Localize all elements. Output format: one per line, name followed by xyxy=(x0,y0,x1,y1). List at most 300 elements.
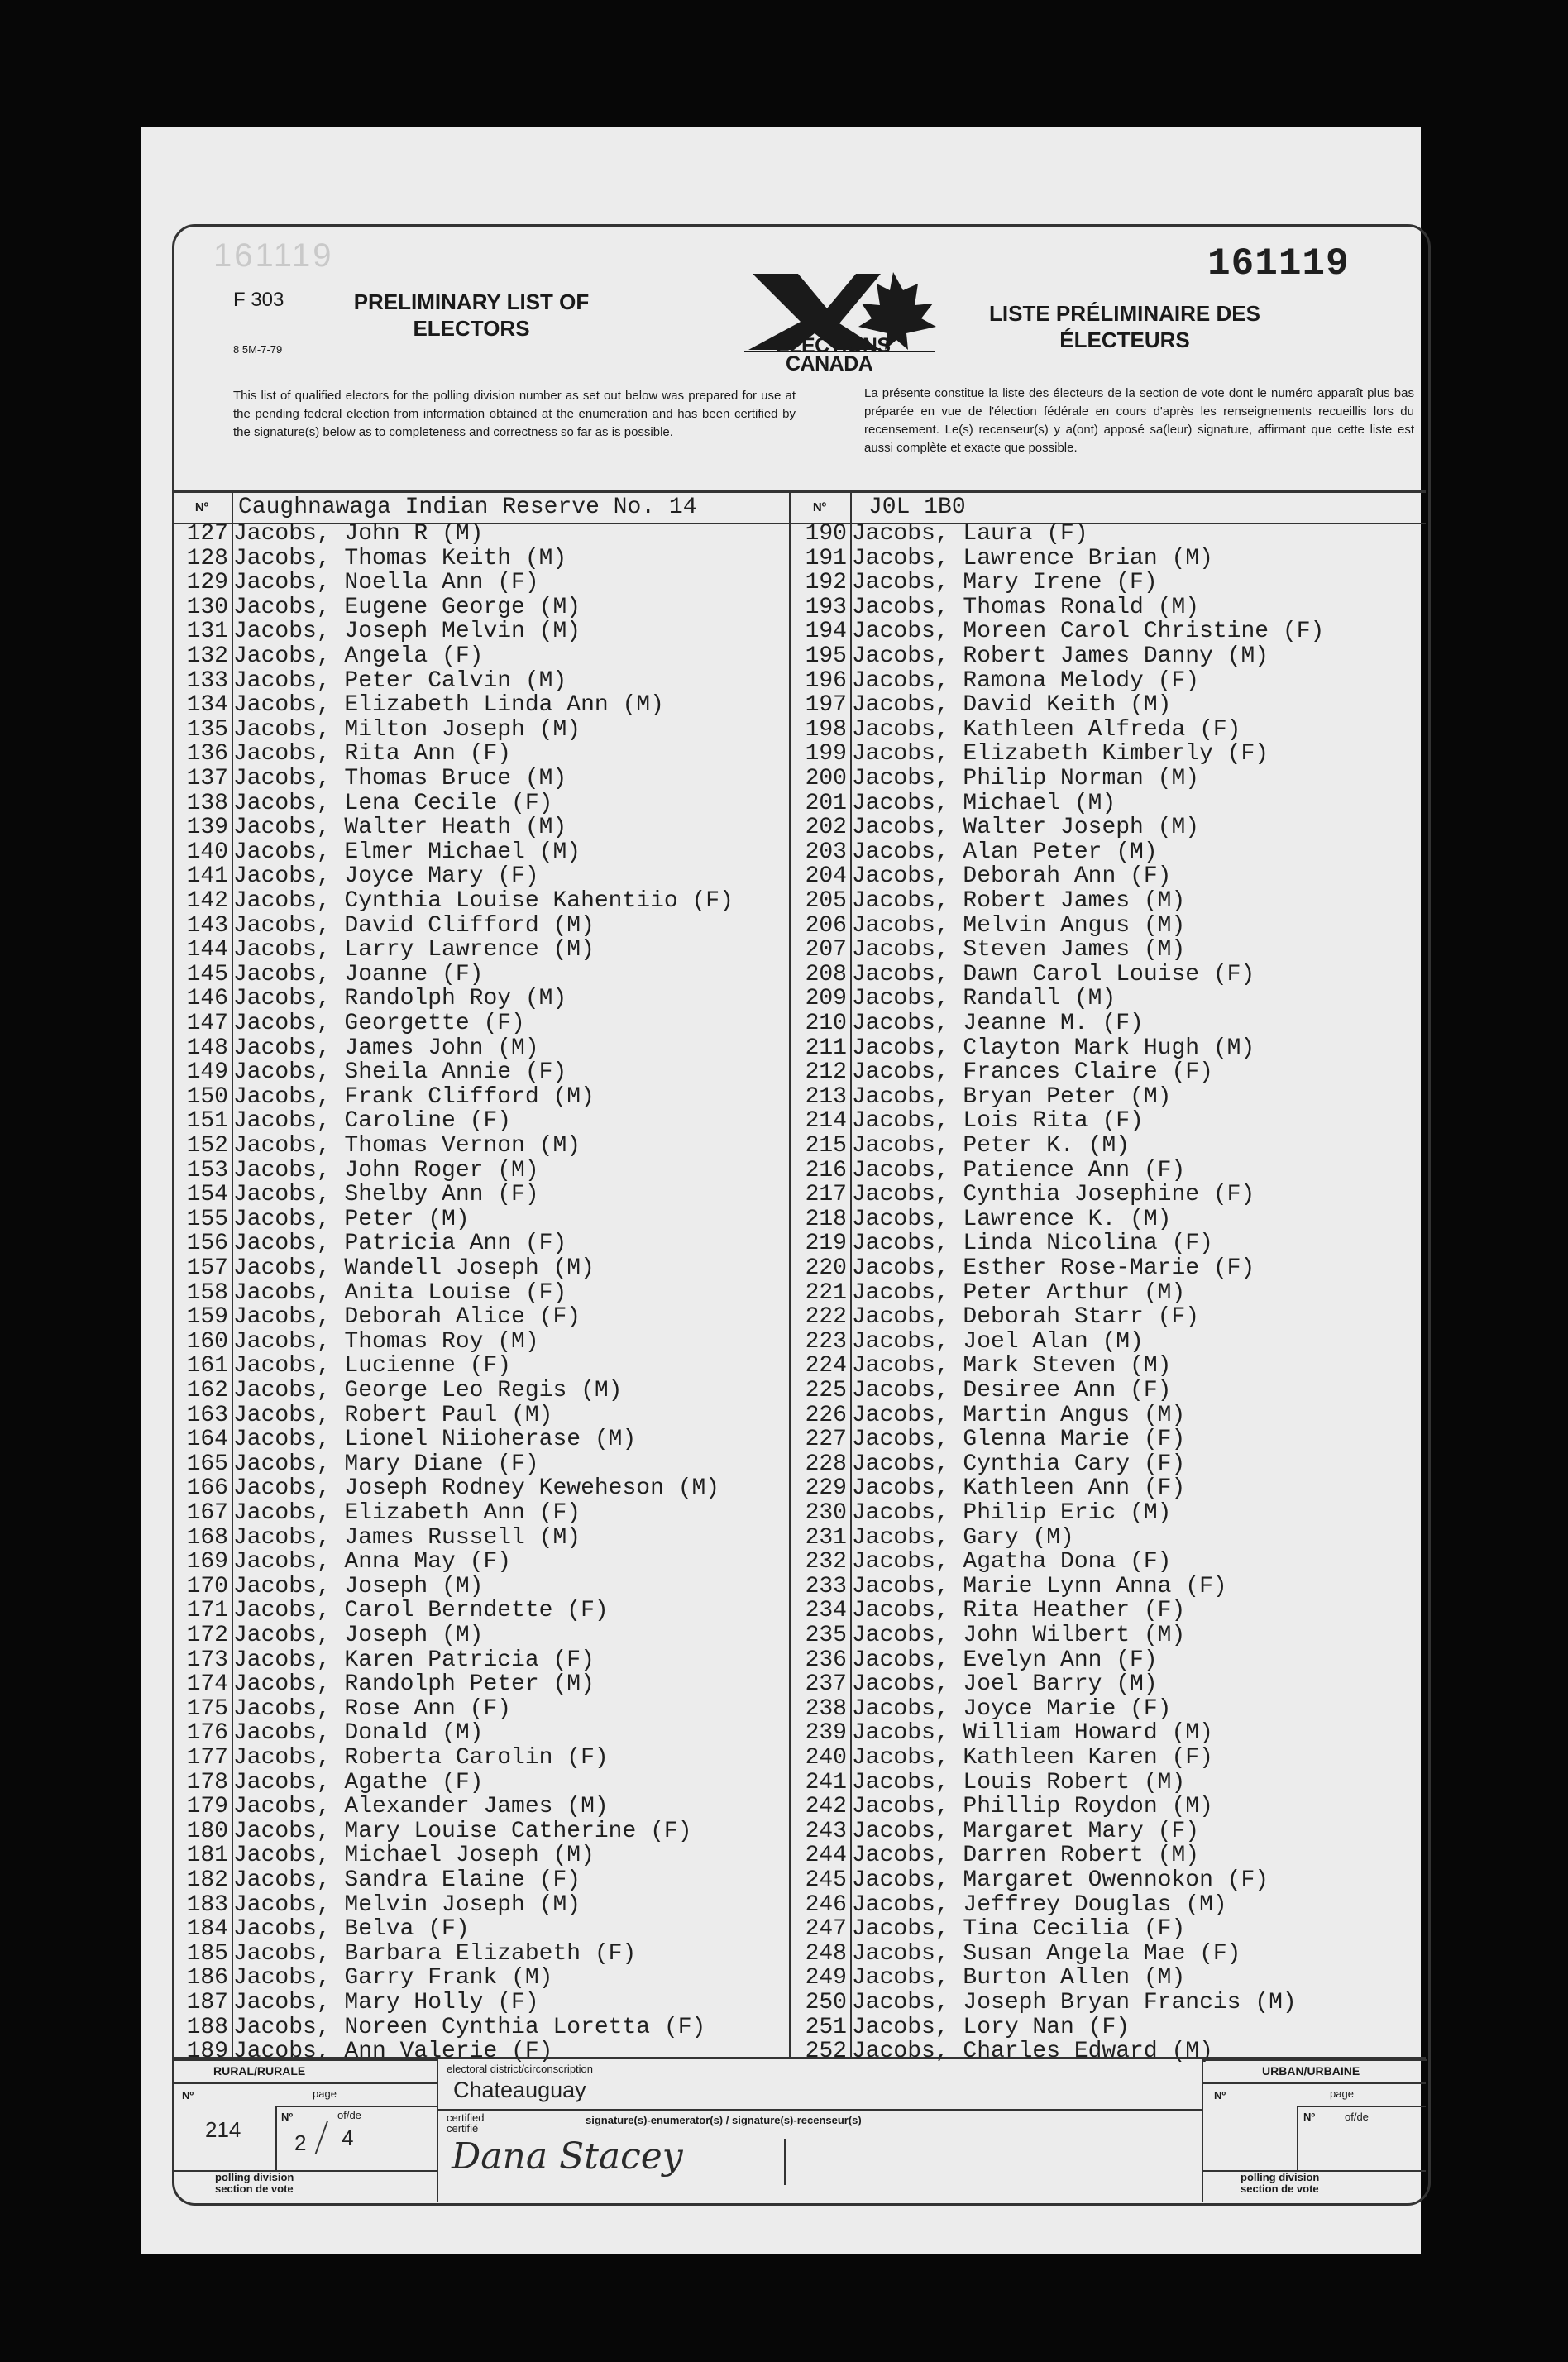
elector-name: Jacobs, Philip Norman (M) xyxy=(852,766,1200,791)
elector-name: Jacobs, Walter Joseph (M) xyxy=(852,815,1200,841)
elector-number: 185 xyxy=(186,1940,228,1967)
elector-name: Jacobs, Laura (F) xyxy=(852,521,1088,547)
elector-name: Jacobs, Marie Lynn Anna (F) xyxy=(852,1573,1227,1599)
elector-name: Jacobs, Lois Rita (F) xyxy=(852,1108,1144,1135)
elector-number: 159 xyxy=(186,1304,228,1331)
elector-name: Jacobs, Melvin Joseph (M) xyxy=(233,1891,581,1918)
elector-row xyxy=(172,1721,483,1746)
elector-name: Jacobs, Mary Irene (F) xyxy=(852,570,1158,596)
elector-name: Jacobs, Elizabeth Kimberly (F) xyxy=(852,741,1269,767)
elector-name: Jacobs, Cynthia Cary (F) xyxy=(852,1451,1186,1477)
divider xyxy=(1297,2106,1298,2170)
elector-row xyxy=(172,1575,483,1599)
intro-text-french: La présente constitue la liste des électeurs de la section de vote dont le numéro apparaît plus bas préparée en vue de l'élection fédérale en cours d'après les renseignements recueillis lors du recensement. Le(s) recenseur(s) y a(ont) apposé sa(leur) signature, affirmant que cette liste est aussi complète et exacte que possible. xyxy=(864,386,1414,455)
divider xyxy=(172,2082,437,2084)
elector-name: Jacobs, Joseph Bryan Francis (M) xyxy=(852,1990,1297,2015)
elector-number: 250 xyxy=(805,1990,847,2015)
elector-number: 212 xyxy=(805,1059,847,1086)
elector-row xyxy=(791,1330,1144,1355)
serial-number: 161119 xyxy=(1207,242,1350,285)
elector-number: 248 xyxy=(805,1940,847,1967)
elector-name: Jacobs, Alexander James (M) xyxy=(233,1794,609,1820)
elector-number: 235 xyxy=(805,1623,847,1648)
elector-row xyxy=(791,1207,1171,1232)
elector-row xyxy=(172,1403,552,1428)
elector-number: 180 xyxy=(186,1818,228,1844)
elector-number: 131 xyxy=(186,619,228,645)
logo-text-canada: CANADA xyxy=(786,352,873,375)
elector-row xyxy=(791,644,1269,669)
elector-name: Jacobs, Agathe (F) xyxy=(233,1769,484,1795)
elector-name: Jacobs, Joel Barry (M) xyxy=(852,1671,1158,1698)
elector-number: 156 xyxy=(186,1231,228,1257)
elector-name: Jacobs, Milton Joseph (M) xyxy=(233,716,581,743)
elector-name: Jacobs, Elizabeth Ann (F) xyxy=(233,1500,581,1526)
elector-row xyxy=(172,644,483,669)
elector-number: 173 xyxy=(186,1647,228,1673)
urban-polling-label-fr: section de vote xyxy=(1241,2183,1319,2195)
elector-number: 138 xyxy=(186,790,228,816)
elector-name: Jacobs, Phillip Roydon (M) xyxy=(852,1794,1213,1820)
elector-name: Jacobs, Randolph Peter (M) xyxy=(233,1671,595,1698)
elector-number: 178 xyxy=(186,1769,228,1795)
elector-number: 191 xyxy=(805,545,847,571)
elector-row xyxy=(172,987,566,1011)
elector-number: 149 xyxy=(186,1059,228,1086)
reserve-location: Caughnawaga Indian Reserve No. 14 xyxy=(238,495,697,520)
elector-number: 145 xyxy=(186,961,228,987)
elector-number: 236 xyxy=(805,1647,847,1673)
elector-row xyxy=(791,1427,1185,1452)
elector-row xyxy=(172,1159,539,1183)
elector-number: 186 xyxy=(186,1965,228,1991)
elector-name: Jacobs, Lory Nan (F) xyxy=(852,2014,1131,2040)
elector-name: Jacobs, Lucienne (F) xyxy=(233,1353,512,1379)
elector-number: 169 xyxy=(186,1549,228,1575)
elector-name: Jacobs, Thomas Vernon (M) xyxy=(233,1133,581,1159)
intro-text-english: This list of qualified electors for the polling division number as set out below was prepared for use at the pending federal election from information obtained at the enumeration and has been certified by the signature(s) below as to completeness and correctness so far as is possible. xyxy=(233,389,796,439)
elector-row xyxy=(172,1917,470,1942)
elector-number: 202 xyxy=(805,815,847,841)
elector-name: Jacobs, Ramona Melody (F) xyxy=(852,667,1200,694)
electoral-district: Chateauguay xyxy=(453,2078,586,2102)
elector-row xyxy=(791,619,1324,644)
elector-number: 137 xyxy=(186,766,228,791)
table-header xyxy=(172,490,1426,524)
elector-row xyxy=(791,1966,1185,1991)
elector-number: 139 xyxy=(186,815,228,841)
elector-number: 134 xyxy=(186,692,228,719)
elector-name: Jacobs, Mary Diane (F) xyxy=(233,1451,539,1477)
page-of-number: 4 xyxy=(342,2125,354,2150)
elector-number: 249 xyxy=(805,1965,847,1991)
elector-row xyxy=(791,547,1213,571)
elector-row xyxy=(172,1697,511,1722)
elector-number: 182 xyxy=(186,1867,228,1893)
elector-name: Jacobs, Susan Angela Mae (F) xyxy=(852,1940,1241,1967)
elector-row xyxy=(172,1427,636,1452)
elector-row xyxy=(172,1623,483,1648)
elector-row xyxy=(791,815,1199,840)
elector-name: Jacobs, Deborah Ann (F) xyxy=(852,863,1172,890)
elector-name: Jacobs, Randolph Roy (M) xyxy=(233,986,567,1012)
elector-number: 244 xyxy=(805,1843,847,1869)
elector-name: Jacobs, Agatha Dona (F) xyxy=(852,1549,1172,1575)
elector-name: Jacobs, Sandra Elaine (F) xyxy=(233,1867,581,1893)
elector-number: 130 xyxy=(186,594,228,620)
elector-name: Jacobs, David Keith (M) xyxy=(852,692,1172,719)
elector-number: 203 xyxy=(805,839,847,865)
divider xyxy=(232,493,233,523)
elector-row xyxy=(791,1991,1297,2015)
elector-number: 161 xyxy=(186,1353,228,1379)
elector-name: Jacobs, Linda Nicolina (F) xyxy=(852,1231,1213,1257)
elector-row xyxy=(791,1819,1199,1844)
elector-row xyxy=(172,1771,483,1795)
title-en-line2: ELECTORS xyxy=(413,316,530,341)
elector-number: 190 xyxy=(805,521,847,547)
elector-number: 174 xyxy=(186,1671,228,1698)
elector-number: 240 xyxy=(805,1745,847,1771)
elector-name: Jacobs, Michael Joseph (M) xyxy=(233,1843,595,1869)
elector-name: Jacobs, Steven James (M) xyxy=(852,937,1186,963)
elector-number: 167 xyxy=(186,1500,228,1526)
elector-name: Jacobs, Louis Robert (M) xyxy=(852,1769,1186,1795)
elector-name: Jacobs, Frank Clifford (M) xyxy=(233,1083,595,1110)
elector-number: 162 xyxy=(186,1378,228,1403)
elector-number: 147 xyxy=(186,1011,228,1036)
elector-name: Jacobs, Jeffrey Douglas (M) xyxy=(852,1891,1227,1918)
elector-name: Jacobs, Rita Heather (F) xyxy=(852,1598,1186,1624)
postal-code: J0L 1B0 xyxy=(868,495,966,520)
print-code: 8 5M-7-79 xyxy=(233,343,283,356)
elector-name: Jacobs, Lawrence Brian (M) xyxy=(852,545,1213,571)
elector-row xyxy=(172,1819,692,1844)
elector-row xyxy=(172,1966,552,1991)
elector-row xyxy=(791,1843,1199,1868)
certified-label-en: certified xyxy=(447,2111,485,2124)
elector-row xyxy=(791,987,1116,1011)
elector-name: Jacobs, Anna May (F) xyxy=(233,1549,512,1575)
elector-row xyxy=(791,1672,1158,1697)
elector-number: 207 xyxy=(805,937,847,963)
elector-row xyxy=(791,1231,1213,1256)
elector-name: Jacobs, Cynthia Josephine (F) xyxy=(852,1182,1255,1208)
elector-number: 227 xyxy=(805,1427,847,1453)
elector-number: 150 xyxy=(186,1083,228,1110)
elector-name: Jacobs, Thomas Roy (M) xyxy=(233,1328,539,1355)
elector-row xyxy=(791,1526,1074,1551)
elector-number: 148 xyxy=(186,1035,228,1061)
elector-number: 195 xyxy=(805,643,847,669)
elector-number: 237 xyxy=(805,1671,847,1698)
elector-row xyxy=(172,963,483,987)
elector-name: Jacobs, Deborah Starr (F) xyxy=(852,1304,1200,1331)
elector-number: 151 xyxy=(186,1108,228,1135)
elector-row xyxy=(172,1942,636,1967)
elector-number: 165 xyxy=(186,1451,228,1477)
elector-number: 129 xyxy=(186,570,228,596)
elector-number: 175 xyxy=(186,1695,228,1722)
elector-name: Jacobs, Thomas Ronald (M) xyxy=(852,594,1200,620)
elector-number: 197 xyxy=(805,692,847,719)
rural-no-label: Nº xyxy=(182,2089,194,2101)
elector-row xyxy=(172,889,734,914)
certified-label xyxy=(447,2112,485,2134)
elector-name: Jacobs, Joyce Mary (F) xyxy=(233,863,539,890)
elector-name: Jacobs, George Leo Regis (M) xyxy=(233,1378,623,1403)
elector-name: Jacobs, Barbara Elizabeth (F) xyxy=(233,1940,637,1967)
elector-number: 181 xyxy=(186,1843,228,1869)
elector-number: 192 xyxy=(805,570,847,596)
elector-number: 160 xyxy=(186,1328,228,1355)
elector-name: Jacobs, Karen Patricia (F) xyxy=(233,1647,595,1673)
elector-row xyxy=(172,1746,609,1771)
elector-row xyxy=(791,1011,1144,1036)
column-header-no-right: Nº xyxy=(812,500,827,514)
elector-row xyxy=(172,1452,539,1477)
elector-row xyxy=(172,1599,609,1623)
elector-row xyxy=(172,914,595,939)
elector-row xyxy=(791,1060,1213,1085)
elector-name: Jacobs, Kathleen Ann (F) xyxy=(852,1475,1186,1502)
elector-name: Jacobs, Walter Heath (M) xyxy=(233,815,567,841)
elector-row xyxy=(791,1893,1227,1918)
elector-row xyxy=(791,1134,1130,1159)
divider xyxy=(850,493,852,523)
elector-number: 205 xyxy=(805,888,847,914)
divider xyxy=(275,2106,437,2107)
title-en-line1: PRELIMINARY LIST OF xyxy=(353,289,590,314)
elector-row xyxy=(791,1403,1185,1428)
elector-number: 187 xyxy=(186,1990,228,2015)
elector-name: Jacobs, Cynthia Louise Kahentiio (F) xyxy=(233,888,734,914)
elector-row xyxy=(172,1207,470,1232)
elector-name: Jacobs, Margaret Owennokon (F) xyxy=(852,1867,1269,1893)
elector-name: Jacobs, John R (M) xyxy=(233,521,484,547)
elector-number: 247 xyxy=(805,1916,847,1943)
elector-number: 189 xyxy=(186,2039,228,2065)
elector-number: 215 xyxy=(805,1133,847,1159)
electors-table xyxy=(172,521,1426,2065)
elector-row xyxy=(172,815,566,840)
elector-row xyxy=(172,571,539,595)
elector-name: Jacobs, Angela (F) xyxy=(233,643,484,669)
elector-name: Jacobs, Patricia Ann (F) xyxy=(233,1231,567,1257)
elector-row xyxy=(791,1917,1185,1942)
elector-name: Jacobs, Joseph Melvin (M) xyxy=(233,619,581,645)
elector-number: 170 xyxy=(186,1573,228,1599)
elector-row xyxy=(172,718,581,743)
elector-number: 152 xyxy=(186,1133,228,1159)
elector-row xyxy=(791,1942,1241,1967)
elector-number: 209 xyxy=(805,986,847,1012)
elector-row xyxy=(172,547,566,571)
elector-row xyxy=(791,1036,1255,1061)
elector-name: Jacobs, Shelby Ann (F) xyxy=(233,1182,539,1208)
elector-number: 155 xyxy=(186,1206,228,1232)
elector-name: Jacobs, Roberta Carolin (F) xyxy=(233,1745,609,1771)
elector-name: Jacobs, Noreen Cynthia Loretta (F) xyxy=(233,2014,706,2040)
elector-row xyxy=(172,1501,581,1526)
elector-row xyxy=(791,522,1088,547)
elector-row xyxy=(172,1305,581,1330)
elector-row xyxy=(791,1476,1185,1501)
elector-row xyxy=(791,1183,1255,1207)
elector-row xyxy=(791,1354,1171,1379)
certified-label-fr: certifié xyxy=(447,2122,479,2135)
elector-number: 198 xyxy=(805,716,847,743)
elector-number: 232 xyxy=(805,1549,847,1575)
elector-name: Jacobs, Dawn Carol Louise (F) xyxy=(852,961,1255,987)
elector-name: Jacobs, William Howard (M) xyxy=(852,1720,1213,1747)
elector-row xyxy=(172,1281,566,1306)
divider xyxy=(1297,2106,1426,2107)
elector-number: 213 xyxy=(805,1083,847,1110)
elector-number: 252 xyxy=(805,2039,847,2065)
elector-row xyxy=(172,1648,595,1673)
rural-page-label: page xyxy=(313,2087,337,2100)
elector-row xyxy=(172,1085,595,1110)
elector-name: Jacobs, Jeanne M. (F) xyxy=(852,1011,1144,1036)
elector-number: 154 xyxy=(186,1182,228,1208)
elector-number: 140 xyxy=(186,839,228,865)
elector-name: Jacobs, Joyce Marie (F) xyxy=(852,1695,1172,1722)
elector-name: Jacobs, John Wilbert (M) xyxy=(852,1623,1186,1648)
elector-number: 172 xyxy=(186,1623,228,1648)
signature-label: signature(s)-enumerator(s) / signature(s)-recenseur(s) xyxy=(586,2114,862,2126)
elector-name: Jacobs, Thomas Bruce (M) xyxy=(233,766,567,791)
elector-number: 216 xyxy=(805,1157,847,1183)
elector-row xyxy=(791,1305,1199,1330)
elector-row xyxy=(172,791,552,816)
elector-name: Jacobs, Mark Steven (M) xyxy=(852,1353,1172,1379)
elector-name: Jacobs, David Clifford (M) xyxy=(233,912,595,939)
elector-row xyxy=(172,595,581,620)
title-fr-line2: ÉLECTEURS xyxy=(1059,328,1190,352)
elector-row xyxy=(791,963,1255,987)
elector-row xyxy=(791,840,1158,865)
elector-name: Jacobs, Tina Cecilia (F) xyxy=(852,1916,1186,1943)
elector-row xyxy=(172,1011,525,1036)
elector-name: Jacobs, Wandell Joseph (M) xyxy=(233,1255,595,1281)
elector-row xyxy=(791,914,1185,939)
elector-number: 132 xyxy=(186,643,228,669)
elector-name: Jacobs, Thomas Keith (M) xyxy=(233,545,567,571)
elector-row xyxy=(172,693,664,718)
elector-row xyxy=(172,619,581,644)
elector-name: Jacobs, Lawrence K. (M) xyxy=(852,1206,1172,1232)
elector-name: Jacobs, Robert James (M) xyxy=(852,888,1186,914)
ghost-serial-number: 161119 xyxy=(213,237,334,274)
elector-number: 183 xyxy=(186,1891,228,1918)
elector-row xyxy=(172,1183,539,1207)
elector-row xyxy=(791,669,1199,694)
elector-row xyxy=(172,1893,581,1918)
elector-row xyxy=(791,1599,1185,1623)
elector-row xyxy=(172,767,566,791)
elector-row xyxy=(791,767,1199,791)
elector-number: 221 xyxy=(805,1279,847,1306)
column-header-no-left: Nº xyxy=(194,500,209,514)
elector-number: 211 xyxy=(805,1035,847,1061)
polling-division-number: 214 xyxy=(205,2117,241,2142)
elector-name: Jacobs, Martin Angus (M) xyxy=(852,1402,1186,1428)
elector-number: 176 xyxy=(186,1720,228,1747)
elector-name: Jacobs, Kathleen Alfreda (F) xyxy=(852,716,1241,743)
urban-no-label: Nº xyxy=(1214,2089,1226,2101)
divider xyxy=(789,493,791,523)
elector-number: 127 xyxy=(186,521,228,547)
elector-name: Jacobs, Joseph Rodney Keweheson (M) xyxy=(233,1475,720,1502)
elector-row xyxy=(791,1379,1171,1403)
form-number: F 303 xyxy=(233,289,284,311)
elector-name: Jacobs, Darren Robert (M) xyxy=(852,1843,1200,1869)
elector-row xyxy=(172,1231,566,1256)
elector-row xyxy=(172,938,595,963)
elector-row xyxy=(791,2015,1130,2040)
elector-row xyxy=(791,1256,1255,1281)
elector-number: 144 xyxy=(186,937,228,963)
elector-number: 224 xyxy=(805,1353,847,1379)
elector-name: Jacobs, Sheila Annie (F) xyxy=(233,1059,567,1086)
elector-number: 225 xyxy=(805,1378,847,1403)
elector-name: Jacobs, Carol Berndette (F) xyxy=(233,1598,609,1624)
elector-name: Jacobs, James John (M) xyxy=(233,1035,539,1061)
elector-number: 168 xyxy=(186,1524,228,1551)
elector-name: Jacobs, Margaret Mary (F) xyxy=(852,1818,1200,1844)
elector-number: 228 xyxy=(805,1451,847,1477)
elector-name: Jacobs, Glenna Marie (F) xyxy=(852,1427,1186,1453)
elector-number: 214 xyxy=(805,1108,847,1135)
elector-row xyxy=(172,1256,595,1281)
elector-row xyxy=(172,742,511,767)
rural-label: RURAL/RURALE xyxy=(213,2064,306,2078)
polling-division-label-en: polling division xyxy=(215,2171,294,2183)
elector-number: 243 xyxy=(805,1818,847,1844)
elector-name: Jacobs, Rose Ann (F) xyxy=(233,1695,512,1722)
elector-number: 179 xyxy=(186,1794,228,1820)
elector-name: Jacobs, Ann Valerie (F) xyxy=(233,2039,553,2065)
elector-name: Jacobs, Joanne (F) xyxy=(233,961,484,987)
elector-row xyxy=(172,1060,566,1085)
elector-number: 194 xyxy=(805,619,847,645)
logo-text-elections: ELECTIONS xyxy=(776,334,891,357)
elector-name: Jacobs, Esther Rose-Marie (F) xyxy=(852,1255,1255,1281)
urban-polling-division-label xyxy=(1241,2172,1319,2195)
elector-name: Jacobs, Elizabeth Linda Ann (M) xyxy=(233,692,664,719)
elector-number: 135 xyxy=(186,716,228,743)
elector-row xyxy=(791,938,1185,963)
divider xyxy=(784,2139,786,2185)
elector-name: Jacobs, Robert James Danny (M) xyxy=(852,643,1269,669)
elector-number: 233 xyxy=(805,1573,847,1599)
elector-row xyxy=(791,718,1241,743)
elector-number: 231 xyxy=(805,1524,847,1551)
elector-name: Jacobs, Peter Calvin (M) xyxy=(233,667,567,694)
elector-number: 177 xyxy=(186,1745,228,1771)
elector-number: 157 xyxy=(186,1255,228,1281)
elector-row xyxy=(791,1721,1213,1746)
urban-of-label: of/de xyxy=(1345,2111,1369,2123)
elector-number: 164 xyxy=(186,1427,228,1453)
elector-number: 128 xyxy=(186,545,228,571)
elector-row xyxy=(791,1771,1185,1795)
elector-number: 226 xyxy=(805,1402,847,1428)
elector-row xyxy=(791,889,1185,914)
elector-name: Jacobs, Georgette (F) xyxy=(233,1011,525,1036)
elector-row xyxy=(791,1746,1213,1771)
